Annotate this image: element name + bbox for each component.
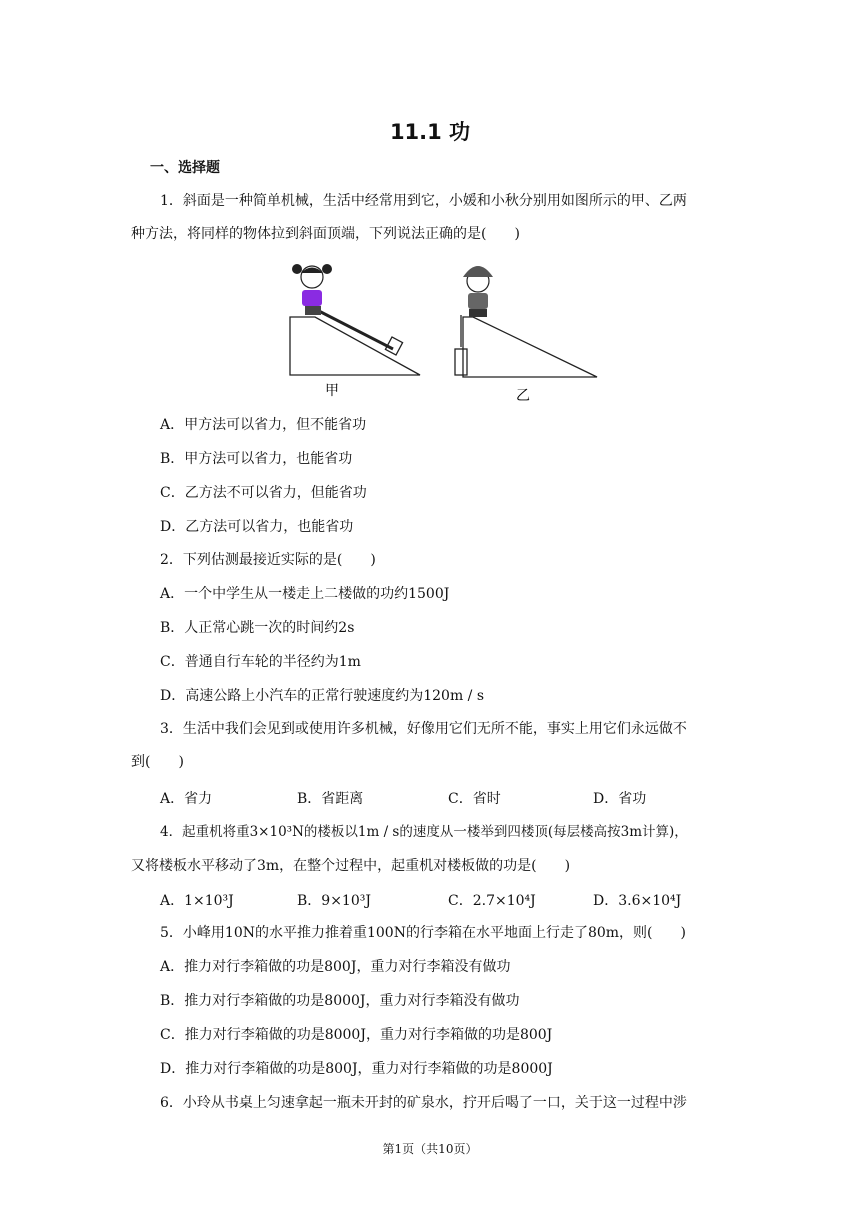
page-title: 11.1 功 [389, 120, 471, 144]
q2-option-b: B．人正常心跳一次的时间约2s [160, 620, 355, 636]
q2-option-d: D．高速公路上小汽车的正常行驶速度约为120m / s [160, 688, 485, 704]
q4-option-c: C．2.7×10⁴J [448, 893, 536, 909]
q2-option-c: C．普通自行车轮的半径约为1m [160, 654, 361, 670]
q3-option-c: C．省时 [448, 791, 501, 807]
q4-option-b: B．9×10³J [297, 893, 371, 909]
q5-option-c: C．推力对行李箱做的功是8000J，重力对行李箱做的功是800J [160, 1027, 553, 1043]
incline-figure [285, 257, 605, 407]
figure-label-jia: 甲 [325, 383, 339, 399]
q2-option-a: A．一个中学生从一楼走上二楼做的功约1500J [160, 586, 450, 602]
page-footer: 第1页（共10页） [382, 1142, 478, 1156]
q3-line-1: 3．生活中我们会见到或使用许多机械，好像用它们无所不能，事实上用它们永远做不 [160, 721, 687, 737]
q5-option-b: B．推力对行李箱做的功是8000J，重力对行李箱没有做功 [160, 993, 520, 1009]
q5-line-1: 5．小峰用10N的水平推力推着重100N的行李箱在水平地面上行走了80m，则( ) [160, 925, 686, 941]
q6-line-1: 6．小玲从书桌上匀速拿起一瓶未开封的矿泉水，拧开后喝了一口，关于这一过程中涉 [160, 1095, 687, 1111]
q1-option-c: C．乙方法不可以省力，但能省功 [160, 485, 367, 501]
girl-figure-icon [292, 264, 332, 315]
q4-line-1: 4．起重机将重3×10³N的楼板以1m / s的速度从一楼举到四楼顶(每层楼高按3m计算)， [160, 824, 688, 840]
q4-options [160, 890, 720, 910]
q4-option-d: D．3.6×10⁴J [593, 893, 682, 909]
q3-line-2: 到( ) [131, 754, 184, 770]
figure-label-yi: 乙 [516, 388, 530, 404]
q5-option-d: D．推力对行李箱做的功是800J，重力对行李箱做的功是8000J [160, 1061, 553, 1077]
q5-option-a: A．推力对行李箱做的功是800J，重力对行李箱没有做功 [160, 959, 511, 975]
q1-line-2: 种方法，将同样的物体拉到斜面顶端，下列说法正确的是( ) [131, 226, 520, 242]
q1-option-b: B．甲方法可以省力，也能省功 [160, 451, 353, 467]
q3-option-a: A．省力 [160, 791, 213, 807]
q3-options [160, 788, 720, 808]
q3-option-b: B．省距离 [297, 791, 364, 807]
section-heading: 一、选择题 [150, 160, 220, 176]
q1-option-d: D．乙方法可以省力，也能省功 [160, 519, 354, 535]
q1-option-a: A．甲方法可以省力，但不能省功 [160, 417, 367, 433]
q1-line-1: 1．斜面是一种简单机械，生活中经常用到它，小媛和小秋分别用如图所示的甲、乙两 [160, 193, 687, 209]
q4-line-2: 又将楼板水平移动了3m，在整个过程中，起重机对楼板做的功是( ) [131, 858, 571, 874]
q4-option-a: A．1×10³J [160, 893, 234, 909]
boy-figure-icon [463, 266, 493, 317]
incline-yi [455, 315, 597, 377]
q2-line-1: 2．下列估测最接近实际的是( ) [160, 552, 376, 568]
q3-option-d: D．省功 [593, 791, 647, 807]
incline-jia [290, 309, 420, 375]
